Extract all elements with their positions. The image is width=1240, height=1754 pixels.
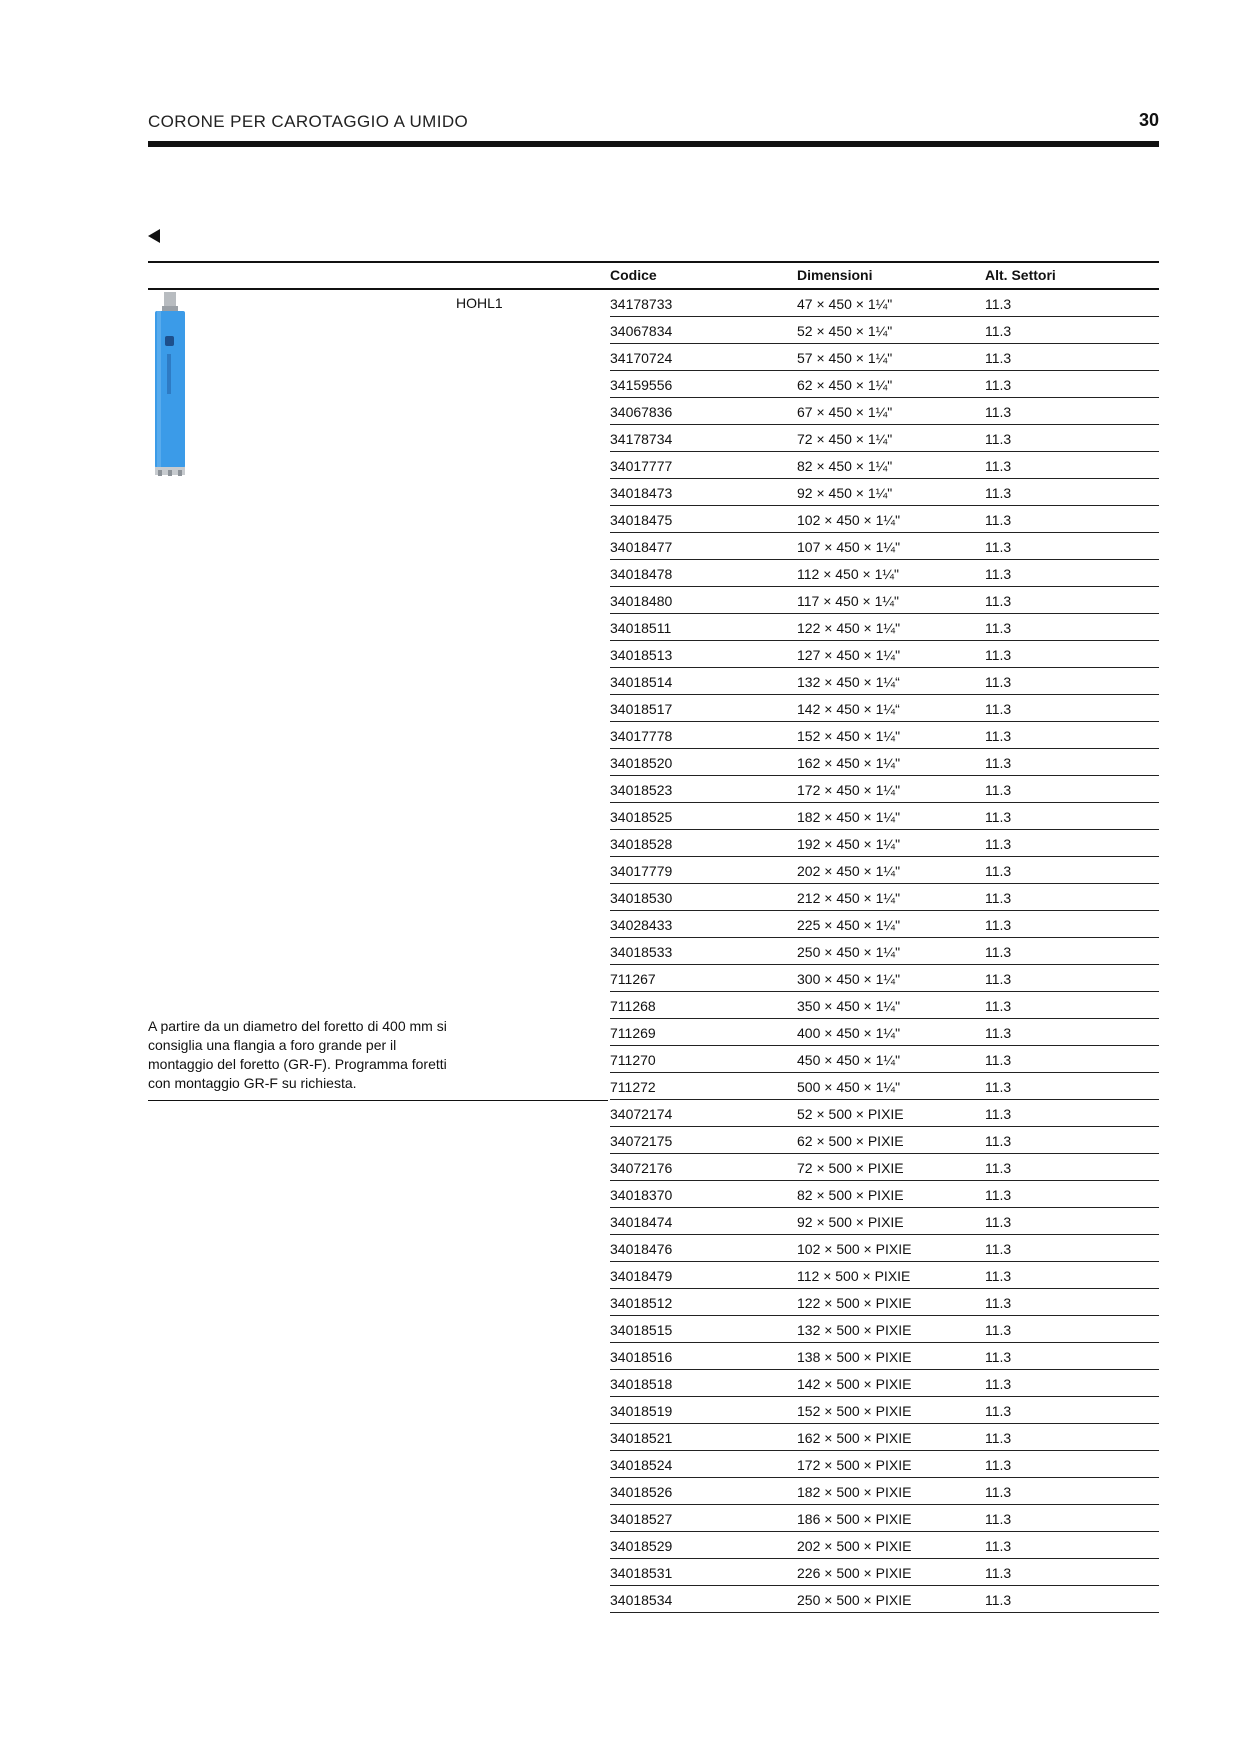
table-row: [610, 344, 1159, 371]
cell-dimensions: 112 × 450 × 1¼": [797, 566, 900, 582]
cell-dimensions: 202 × 450 × 1¼": [797, 863, 901, 879]
cell-code: 711270: [610, 1052, 656, 1068]
table-row: [610, 641, 1159, 668]
section-divider: [148, 1100, 608, 1101]
cell-segment-height: 11.3: [985, 1322, 1012, 1338]
cell-segment-height: 11.3: [985, 1457, 1012, 1473]
cell-dimensions: 72 × 450 × 1¼": [797, 431, 893, 447]
table-row: [610, 560, 1159, 587]
cell-dimensions: 400 × 450 × 1¼": [797, 1025, 901, 1041]
cell-code: 711272: [610, 1079, 656, 1095]
cell-segment-height: 11.3: [985, 1484, 1012, 1500]
column-header-segment-height: Alt. Settori: [985, 267, 1056, 283]
page-number: 30: [1138, 110, 1159, 130]
core-drill-bit-image: [150, 292, 190, 476]
cell-segment-height: 11.3: [985, 1106, 1012, 1122]
table-row: [610, 1559, 1159, 1586]
cell-segment-height: 11.3: [985, 1241, 1012, 1257]
cell-dimensions: 192 × 450 × 1¼": [797, 836, 901, 852]
cell-segment-height: 11.3: [985, 917, 1012, 933]
cell-dimensions: 162 × 500 × PIXIE: [797, 1430, 912, 1446]
table-row: [610, 1370, 1159, 1397]
cell-dimensions: 92 × 500 × PIXIE: [797, 1214, 904, 1230]
cell-segment-height: 11.3: [985, 1511, 1012, 1527]
table-row: [610, 1424, 1159, 1451]
page-title: CORONE PER CAROTAGGIO A UMIDO: [148, 112, 469, 131]
cell-dimensions: 500 × 450 × 1¼": [797, 1079, 901, 1095]
cell-code: 34072176: [610, 1160, 673, 1176]
cell-segment-height: 11.3: [985, 1079, 1012, 1095]
cell-dimensions: 250 × 500 × PIXIE: [797, 1592, 912, 1608]
table-row: [610, 1586, 1159, 1613]
table-row: [610, 533, 1159, 560]
table-row: [610, 749, 1159, 776]
cell-segment-height: 11.3: [985, 431, 1012, 447]
table-row: [610, 1289, 1159, 1316]
cell-segment-height: 11.3: [985, 998, 1012, 1014]
cell-code: 34178734: [610, 431, 673, 447]
cell-code: 34018517: [610, 701, 673, 717]
table-row: [610, 1154, 1159, 1181]
cell-segment-height: 11.3: [985, 782, 1012, 798]
cell-dimensions: 122 × 450 × 1¼": [797, 620, 901, 636]
cell-dimensions: 212 × 450 × 1¼": [797, 890, 901, 906]
table-row: [610, 1478, 1159, 1505]
cell-segment-height: 11.3: [985, 863, 1012, 879]
cell-dimensions: 142 × 500 × PIXIE: [797, 1376, 912, 1392]
cell-dimensions: 250 × 450 × 1¼": [797, 944, 901, 960]
cell-code: 34018516: [610, 1349, 673, 1365]
table-row: [610, 1235, 1159, 1262]
cell-segment-height: 11.3: [985, 512, 1012, 528]
cell-dimensions: 138 × 500 × PIXIE: [797, 1349, 912, 1365]
cell-dimensions: 62 × 450 × 1¼": [797, 377, 893, 393]
cell-dimensions: 300 × 450 × 1¼": [797, 971, 901, 987]
table-row: [610, 938, 1159, 965]
table-row: [610, 857, 1159, 884]
table-row: [610, 1046, 1159, 1073]
table-row: [610, 317, 1159, 344]
cell-dimensions: 152 × 500 × PIXIE: [797, 1403, 912, 1419]
cell-segment-height: 11.3: [985, 566, 1012, 582]
cell-dimensions: 82 × 500 × PIXIE: [797, 1187, 904, 1203]
cell-segment-height: 11.3: [985, 1133, 1012, 1149]
cell-code: 34170724: [610, 350, 673, 366]
cell-dimensions: 186 × 500 × PIXIE: [797, 1511, 912, 1527]
cell-code: 34018529: [610, 1538, 673, 1554]
cell-code: 34159556: [610, 377, 673, 393]
cell-code: 34018521: [610, 1430, 673, 1446]
cell-dimensions: 122 × 500 × PIXIE: [797, 1295, 912, 1311]
cell-code: 34018480: [610, 593, 673, 609]
table-row: [610, 1208, 1159, 1235]
cell-code: 34072175: [610, 1133, 673, 1149]
cell-segment-height: 11.3: [985, 674, 1012, 690]
table-row: [610, 1262, 1159, 1289]
table-row: [610, 830, 1159, 857]
cell-code: 34018518: [610, 1376, 673, 1392]
cell-dimensions: 127 × 450 × 1¼": [797, 647, 901, 663]
table-row: [610, 722, 1159, 749]
cell-code: 34018512: [610, 1295, 673, 1311]
cell-dimensions: 162 × 450 × 1¼": [797, 755, 901, 771]
cell-dimensions: 152 × 450 × 1¼": [797, 728, 901, 744]
cell-segment-height: 11.3: [985, 1295, 1012, 1311]
cell-dimensions: 132 × 450 × 1¼“: [797, 674, 900, 690]
table-row: [610, 695, 1159, 722]
table-row: [610, 587, 1159, 614]
cell-segment-height: 11.3: [985, 1565, 1012, 1581]
table-row: [610, 1073, 1159, 1100]
table-row: [610, 965, 1159, 992]
cell-code: 711267: [610, 971, 656, 987]
cell-code: 34018524: [610, 1457, 673, 1473]
cell-code: 34018370: [610, 1187, 673, 1203]
cell-code: 34018528: [610, 836, 673, 852]
cell-code: 34018525: [610, 809, 673, 825]
cell-code: 34018534: [610, 1592, 673, 1608]
cell-segment-height: 11.3: [985, 890, 1012, 906]
back-arrow-icon[interactable]: [148, 229, 160, 243]
cell-dimensions: 82 × 450 × 1¼": [797, 458, 893, 474]
table-row: [610, 1343, 1159, 1370]
table-row: [610, 614, 1159, 641]
cell-code: 711268: [610, 998, 656, 1014]
cell-segment-height: 11.3: [985, 1349, 1012, 1365]
cell-dimensions: 350 × 450 × 1¼": [797, 998, 901, 1014]
table-row: [610, 1316, 1159, 1343]
table-row: [610, 1181, 1159, 1208]
cell-dimensions: 142 × 450 × 1¼“: [797, 701, 900, 717]
cell-dimensions: 172 × 450 × 1¼": [797, 782, 901, 798]
cell-dimensions: 67 × 450 × 1¼": [797, 404, 893, 420]
table-row: [610, 884, 1159, 911]
cell-segment-height: 11.3: [985, 296, 1012, 312]
table-row: [610, 1397, 1159, 1424]
cell-segment-height: 11.3: [985, 1025, 1012, 1041]
cell-dimensions: 225 × 450 × 1¼": [797, 917, 901, 933]
table-top-divider: [148, 261, 1159, 263]
table-row: [610, 992, 1159, 1019]
header-divider: [148, 141, 1159, 147]
cell-dimensions: 202 × 500 × PIXIE: [797, 1538, 912, 1554]
column-header-dimensions: Dimensioni: [797, 267, 873, 283]
cell-dimensions: 57 × 450 × 1¼": [797, 350, 893, 366]
cell-dimensions: 52 × 500 × PIXIE: [797, 1106, 904, 1122]
cell-code: 34018527: [610, 1511, 673, 1527]
column-header-code: Codice: [610, 267, 657, 283]
table-row: [610, 1451, 1159, 1478]
product-note: A partire da un diametro del foretto di 400 mm si consiglia una flangia a foro grande per il montaggio del foretto (GR-F). Programma foretti con montaggio GR-F su richiesta.: [148, 1018, 447, 1091]
cell-dimensions: 450 × 450 × 1¼": [797, 1052, 901, 1068]
cell-segment-height: 11.3: [985, 1403, 1012, 1419]
cell-segment-height: 11.3: [985, 620, 1012, 636]
product-table: [610, 290, 1159, 1613]
cell-segment-height: 11.3: [985, 1187, 1012, 1203]
cell-code: 34018473: [610, 485, 673, 501]
cell-segment-height: 11.3: [985, 1430, 1012, 1446]
cell-segment-height: 11.3: [985, 458, 1012, 474]
cell-segment-height: 11.3: [985, 1538, 1012, 1554]
cell-code: 34018531: [610, 1565, 673, 1581]
table-row: [610, 668, 1159, 695]
cell-code: 34018475: [610, 512, 673, 528]
cell-segment-height: 11.3: [985, 971, 1012, 987]
cell-dimensions: 226 × 500 × PIXIE: [797, 1565, 912, 1581]
cell-segment-height: 11.3: [985, 485, 1012, 501]
table-row: [610, 911, 1159, 938]
cell-segment-height: 11.3: [985, 404, 1012, 420]
cell-code: 34018513: [610, 647, 673, 663]
table-row: [610, 776, 1159, 803]
product-label: HOHL1: [456, 295, 503, 311]
cell-code: 34178733: [610, 296, 673, 312]
cell-segment-height: 11.3: [985, 1592, 1012, 1608]
cell-segment-height: 11.3: [985, 1268, 1012, 1284]
cell-code: 34017778: [610, 728, 673, 744]
cell-code: 34018523: [610, 782, 673, 798]
cell-dimensions: 102 × 450 × 1¼": [797, 512, 901, 528]
cell-segment-height: 11.3: [985, 377, 1012, 393]
cell-code: 34018474: [610, 1214, 673, 1230]
cell-segment-height: 11.3: [985, 701, 1012, 717]
cell-segment-height: 11.3: [985, 593, 1012, 609]
cell-dimensions: 172 × 500 × PIXIE: [797, 1457, 912, 1473]
cell-code: 34018514: [610, 674, 673, 690]
cell-segment-height: 11.3: [985, 1160, 1012, 1176]
cell-segment-height: 11.3: [985, 1376, 1012, 1392]
cell-code: 34067836: [610, 404, 673, 420]
table-row: [610, 425, 1159, 452]
cell-dimensions: 132 × 500 × PIXIE: [797, 1322, 912, 1338]
table-row: [610, 1505, 1159, 1532]
table-row: [610, 1019, 1159, 1046]
cell-segment-height: 11.3: [985, 944, 1012, 960]
cell-segment-height: 11.3: [985, 647, 1012, 663]
cell-dimensions: 102 × 500 × PIXIE: [797, 1241, 912, 1257]
cell-segment-height: 11.3: [985, 809, 1012, 825]
cell-dimensions: 112 × 500 × PIXIE: [797, 1268, 911, 1284]
cell-code: 711269: [610, 1025, 656, 1041]
cell-code: 34018526: [610, 1484, 673, 1500]
cell-segment-height: 11.3: [985, 728, 1012, 744]
cell-code: 34018533: [610, 944, 673, 960]
cell-segment-height: 11.3: [985, 836, 1012, 852]
cell-dimensions: 117 × 450 × 1¼": [797, 593, 900, 609]
table-row: [610, 1100, 1159, 1127]
cell-dimensions: 62 × 500 × PIXIE: [797, 1133, 904, 1149]
cell-segment-height: 11.3: [985, 1214, 1012, 1230]
cell-segment-height: 11.3: [985, 539, 1012, 555]
cell-code: 34072174: [610, 1106, 673, 1122]
table-row: [610, 803, 1159, 830]
cell-dimensions: 182 × 450 × 1¼": [797, 809, 901, 825]
cell-dimensions: 92 × 450 × 1¼": [797, 485, 893, 501]
cell-code: 34018530: [610, 890, 673, 906]
table-row: [610, 479, 1159, 506]
cell-code: 34018479: [610, 1268, 673, 1284]
cell-code: 34017779: [610, 863, 673, 879]
cell-segment-height: 11.3: [985, 755, 1012, 771]
cell-code: 34018476: [610, 1241, 673, 1257]
cell-dimensions: 107 × 450 × 1¼": [797, 539, 901, 555]
cell-code: 34018520: [610, 755, 673, 771]
table-row: [610, 398, 1159, 425]
table-row: [610, 1532, 1159, 1559]
cell-segment-height: 11.3: [985, 323, 1012, 339]
cell-code: 34018515: [610, 1322, 673, 1338]
table-row: [610, 290, 1159, 317]
table-row: [610, 506, 1159, 533]
table-row: [610, 452, 1159, 479]
cell-dimensions: 47 × 450 × 1¼": [797, 296, 893, 312]
cell-segment-height: 11.3: [985, 1052, 1012, 1068]
cell-code: 34017777: [610, 458, 673, 474]
cell-code: 34018477: [610, 539, 673, 555]
cell-dimensions: 72 × 500 × PIXIE: [797, 1160, 904, 1176]
cell-dimensions: 52 × 450 × 1¼": [797, 323, 893, 339]
cell-code: 34067834: [610, 323, 673, 339]
table-row: [610, 371, 1159, 398]
cell-code: 34018478: [610, 566, 673, 582]
cell-code: 34028433: [610, 917, 673, 933]
cell-code: 34018519: [610, 1403, 673, 1419]
cell-code: 34018511: [610, 620, 672, 636]
cell-dimensions: 182 × 500 × PIXIE: [797, 1484, 912, 1500]
table-row: [610, 1127, 1159, 1154]
cell-segment-height: 11.3: [985, 350, 1012, 366]
